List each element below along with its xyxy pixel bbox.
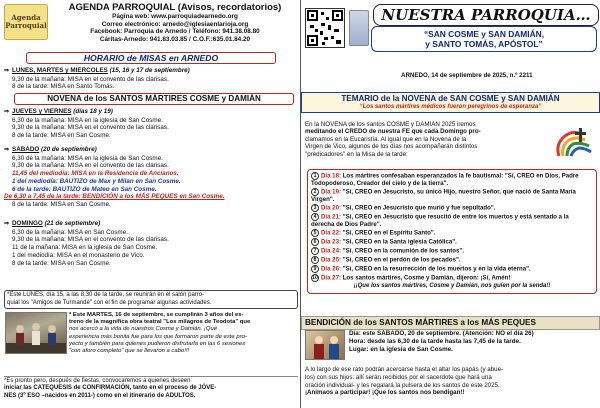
temario-intro [305,121,541,158]
bend-text-line: ¡Animaos a participar! ¡Que los santos nos bendigan!! [305,389,465,397]
jubilee-logo-icon [551,126,595,160]
day-item [311,213,593,228]
note1-line: *Este LUNES, día 15, a las 8,30 de la tarde, se reunirán en el salón parro- [7,292,205,298]
agenda-logo [4,4,48,40]
saints-image [305,330,345,360]
sabado-line: 1 del mediodía: BAUTIZO de Max y Milan en San Cosme. [12,177,181,185]
sabado-line: 6,30 de la mañana: MISA en la iglesia de San Cosme. [12,154,163,162]
days-footer: ¡¡Que los santos mártires, Cosme y Damián, nos guíen por la senda!! [353,283,551,290]
domingo-dates: (21 de septiembre) [44,220,101,227]
lunes-line: 8 de la tarde: MISA en Santo Tomás. [12,83,115,91]
note1-line: quial los "Amigos de Turmandé" con el fin de programar algunas actividades. [7,299,212,306]
note2-line: nos acercó a la vida de nuestros Cosme y Damián. ¡Qué [69,326,217,333]
day-item [311,247,593,255]
bendicion-details [349,330,599,353]
temario-title: TEMARIO de la NOVENA de SAN COSME y SAN DAMIÁN [341,94,560,103]
day-item [311,188,593,203]
sabado-line: De 6,30 a 7,45 de la tarde: BENDICIÓN a los MÁS PEQUES en San Cosme. [4,193,225,201]
domingo-line: 9,30 de la mañana: MISA en el convento de las clarisas. [12,236,169,244]
jueves-line: 8 de la tarde: MISA en San Cosme. [12,132,111,140]
intro-line: clamamos en la Eucaristía. Al igual que en la Novena de la [305,135,467,143]
intro-line: En la NOVENA de los santos COSME y DAMIÁN 2025 iremos [305,121,476,128]
day-item [311,204,593,212]
day-item [311,256,593,264]
day-text: "Sí, CREO en Jesucristo, su único Hijo, nuestro Señor, que nació de Santa María Virgen". [311,188,576,204]
day-label: Día 18: [321,172,341,180]
sabado-heading: ⇒ SÁBADO (20 de septiembre) [4,146,97,153]
temario-subtitle: “Los santos mártires médicos fueron peregrinos de esperanza” [359,104,542,110]
day-item [311,238,593,246]
note2-line: "con aforo completo" que se llevaron a cabo!!! [69,348,190,355]
jueves-line: 9,30 de la mañana: MISA en el convento de las clarisas. [12,124,169,132]
temario-header [301,92,600,113]
email-line[interactable]: Correo electrónico: arnedo@iglesiaenlarioja.org [101,20,249,28]
bend-line: Día: este SÁBADO, 20 de septiembre. (Atención: NO el día 26) [349,330,534,337]
jueves-heading-text: JUEVES y VIERNES [12,108,72,115]
day-number: 6 [311,238,319,246]
day-number: 1 [311,172,319,180]
day-number: 3 [311,204,319,212]
day-text: "Sí, CREO en la comunión de los santos". [342,247,464,255]
qr-code-icon[interactable] [305,8,345,48]
domingo-heading-text: DOMINGO [12,220,43,227]
jueves-block [4,108,298,140]
note3-line: *Es pronto pero, después de fiestas, convocaremos a quienes deseen [4,378,191,384]
note-catequesis [4,376,298,400]
domingo-block [4,220,298,267]
day-text: "Sí, CREO en Jesucristo que murió y fue sepultado". [342,204,496,212]
bend-line: Hora: desde las 6,30 de la tarde hasta las 7,45 de la tarde. [349,337,521,345]
day-text: "Sí, CREO en Jesucristo que resucitó de entre los muertos y está sentado a la derecha de Dios Padre". [311,213,569,229]
issue-date: ARNEDO, 14 de septiembre de 2025, n.º 2211 [401,72,533,79]
logo-line-2: Parroquial [5,21,47,30]
day-label: Día 20: [321,204,341,212]
note3-line: NES (3º ESO –nacidos en 2011-) como en el itinerario de ADULTOS. [4,392,196,399]
sabado-dates: (20 de septiembre) [41,146,97,153]
day-item [311,274,593,282]
facebook-line: Facebook: Parroquia de Arnedo / Teléfono: 941.38.08.80 [90,28,260,36]
day-item [311,229,593,237]
note2-line: treno de la magnífica obra teatral "Los milagros de Teodota" que [69,319,251,326]
agenda-header [52,2,298,44]
church-illustration-icon [349,10,369,46]
bendicion-title-bar [301,316,600,330]
domingo-line: 11 de la mañana: MISA en la iglesia de San Cosme. [12,244,158,252]
lunes-heading: ⇒ LUNES, MARTES y MIÉRCOLES (15, 16 y 17 de septiembre) [4,67,190,74]
bendicion-title: BENDICIÓN de los SANTOS MÁRTIRES a los MÁS PEQUES [305,318,536,327]
bendicion-text [305,366,599,397]
day-item [311,172,593,187]
bend-text-line: los) con sus hijos: allí serán recibidos por el sacerdote que hará una [305,373,492,381]
web-line[interactable]: Página web: www.parroquiadearnedo.org [112,13,238,20]
teatro-photo [5,312,67,354]
lunes-block [4,67,298,91]
novena-title: NOVENA de los SANTOS MÁRTIRES COSME y DAMIÁN [14,93,294,105]
saints-line: y SANTO TOMÁS, APÓSTOL” [425,39,543,49]
day-number: 7 [311,247,319,255]
nuestra-parroquia-title: NUESTRA PARROQUIA… [373,4,599,26]
day-number: 8 [311,256,319,264]
bend-text-line: A lo largo de ese rato podrán acercarse hasta el altar los papás (y abue- [305,366,504,373]
intro-line: Virgen de Vico, algunos de los días nos acompañarán distintos [305,143,478,151]
sabado-line: 9,30 de la mañana: MISA en el convento de las clarisas. [12,162,169,170]
jueves-heading: ⇒ JUEVES y VIERNES (días 18 y 19) [4,108,113,115]
right-column [301,0,600,408]
bend-text-line: oración individual- y les regalará la pulsera de los santos de este 2025. [305,381,500,389]
sabado-line: 8 de la tarde: MISA en San Cosme. [12,200,111,208]
note3-line: iniciar las CATEQUESIS de CONFIRMACIÓN, tanto en el proceso de JÓVE- [4,385,217,392]
day-number: 5 [311,229,319,237]
domingo-line: 8 de la tarde: MISA en San Cosme. [12,259,111,267]
note-turmande [4,290,298,309]
day-text: Los mártires confesaban esperanzados la fe bautismal: "Sí, CREO en Dios, Padre Todopoderoso, Creador del cielo y de la tierra". [311,172,579,187]
saints-line: “SAN COSME y SAN DAMIÁN, [423,29,545,39]
day-label: Día 19: [321,188,341,196]
day-text: "Sí, CREO en la resurrección de los muertos y en la vida eterna". [342,265,531,273]
caritas-line: Cáritas-Arnedo: 941.83.03.85 / C.O.F.:635.01.84.20 [99,36,251,44]
note-teatro [69,312,299,355]
day-number: 2 [311,188,319,196]
note2-line: experiencia más bonita fue para los que formaron parte de este pro- [69,333,247,340]
domingo-line: 1 del mediodía: MISA en el monasterio de Vico. [12,251,145,259]
lunes-dates: (15, 16 y 17 de septiembre) [109,67,190,74]
logo-line-1: Agenda [11,13,41,22]
sabado-heading-text: SÁBADO [12,146,40,153]
domingo-heading: ⇒ DOMINGO (21 de septiembre) [4,220,101,227]
intro-line: meditando el CREDO de nuestra FE que cada Domingo pro- [305,128,481,136]
day-text: "Sí, CREO en el perdón de los pecados". [342,256,461,264]
bend-line: Lugar: en la iglesia de San Cosme. [349,345,453,353]
sabado-block [4,146,298,209]
jueves-dates: (días 18 y 19) [73,108,113,115]
note2-line: * Este MARTES, 16 de septiembre, se cumplirán 3 años del es- [69,312,244,318]
photo-figures-icon [6,313,67,354]
day-label: Día 27: [321,274,341,282]
day-label: Día 25: [321,256,341,264]
lunes-line: 9,30 de la mañana: MISA en el convento de las clarisas. [12,75,169,83]
sabado-line: 11,45 del mediodía: MISA en la Residencia de Ancianos. [12,170,179,178]
day-label: Día 23: [321,238,341,246]
day-number: 9 [311,265,319,273]
lunes-heading-text: LUNES, MARTES y MIÉRCOLES [12,67,108,74]
sabado-line: 6 de la tarde: BAUTIZO de Mateo en San Cosme. [12,185,157,193]
agenda-title: AGENDA PARROQUIAL (Avisos, recordatorios) [68,2,282,13]
day-number: 10 [312,275,318,282]
intro-line: "predicadores" en la Misa de la tarde: [305,150,408,158]
day-text: Los santos mártires, Cosme y Damián, dijeron: ¡Sí, Amén! [342,274,511,282]
day-label: Día 22: [321,229,341,237]
day-label: Día 26: [321,265,341,273]
day-text: "Sí, CREO en la Santa iglesia Católica". [342,238,457,246]
saints-figures-icon [306,331,345,360]
day-label: Día 24: [321,247,341,255]
note2-line: yecto y también para quienes pudieron disfrutarla en las 6 sesiones [69,340,246,347]
jueves-line: 6,30 de la mañana: MISA en la iglesia de San Cosme. [12,116,163,124]
day-item [311,265,593,273]
day-text: "Sí, CREO en el Espíritu Santo". [342,229,436,237]
domingo-line: 6,30 de la mañana: MISA en San Cosme. [12,228,128,236]
day-number: 4 [311,213,319,221]
day-label: Día 21: [321,213,341,221]
horario-title: HORARIO de MISAS en ARNEDO [26,52,276,64]
parish-saints-box [371,26,597,52]
novena-days-list [307,169,597,294]
